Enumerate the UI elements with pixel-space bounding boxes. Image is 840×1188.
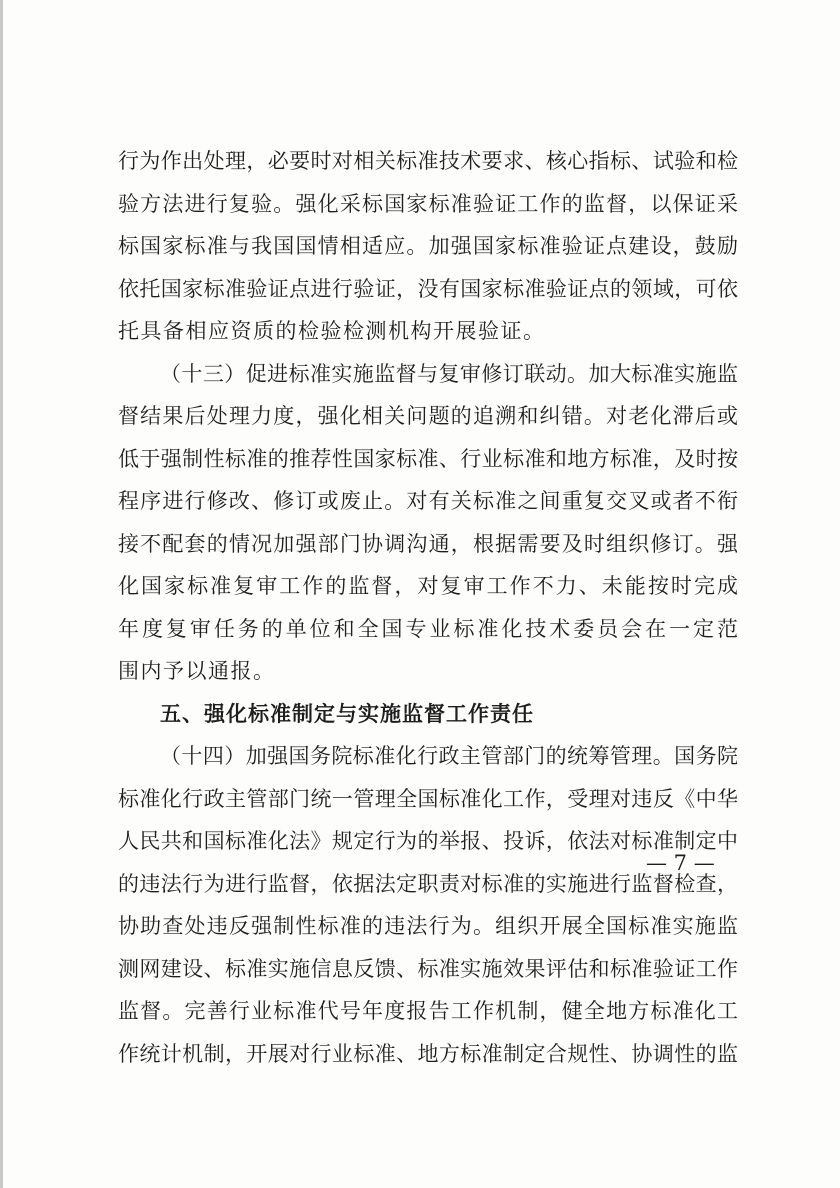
text-line: 围内予以通报。	[118, 659, 276, 683]
text-line: （十三）促进标准实施监督与复审修订联动。加大标准实施监	[160, 361, 738, 386]
text-line: 化国家标准复审工作的监督，对复审工作不力、未能按时完成	[118, 574, 738, 598]
text-line: 的违法行为进行监督，依据法定职责对标准的实施进行监督检查，	[118, 871, 738, 896]
text-line: 程序进行修改、修订或废止。对有关标准之间重复交叉或者不衔	[118, 489, 738, 513]
text-line: 接不配套的情况加强部门协调沟通，根据需要及时组织修订。强	[118, 531, 738, 556]
text-line: 标准化行政主管部门统一管理全国标准化工作，受理对违反《中华	[118, 786, 738, 811]
text-line: 低于强制性标准的推荐性国家标准、行业标准和地方标准，及时按	[118, 446, 738, 471]
text-line: 年度复审任务的单位和全国专业标准化技术委员会在一定范	[118, 616, 738, 641]
text-line: （十四）加强国务院标准化行政主管部门的统筹管理。国务院	[160, 744, 738, 768]
section-heading: 五、强化标准制定与实施监督工作责任	[160, 701, 534, 726]
text-line: 行为作出处理，必要时对相关标准技术要求、核心指标、试验和检	[118, 149, 738, 173]
text-line: 托具备相应资质的检验检测机构开展验证。	[118, 319, 546, 343]
text-line: 依托国家标准验证点进行验证，没有国家标准验证点的领域，可依	[118, 276, 738, 301]
text-line: 标国家标准与我国国情相适应。加强国家标准验证点建设，鼓励	[118, 234, 738, 258]
text-line: 协助查处违反强制性标准的违法行为。组织开展全国标准实施监	[118, 914, 738, 938]
text-line: 人民共和国标准化法》规定行为的举报、投诉，依法对标准制定中	[118, 829, 738, 853]
text-line: 作统计机制，开展对行业标准、地方标准制定合规性、协调性的监	[118, 1041, 738, 1066]
text-line: 督结果后处理力度，强化相关问题的追溯和纠错。对老化滞后或	[118, 404, 738, 428]
text-line: 测网建设、标准实施信息反馈、标准实施效果评估和标准验证工作	[118, 956, 738, 981]
body-text	[118, 140, 738, 1075]
text-line: 监督。完善行业标准代号年度报告工作机制，健全地方标准化工	[118, 999, 738, 1023]
text-line: 验方法进行复验。强化采标国家标准验证工作的监督，以保证采	[118, 191, 738, 216]
page-edge	[0, 0, 3, 1188]
page-number: — 7 —	[646, 851, 715, 875]
